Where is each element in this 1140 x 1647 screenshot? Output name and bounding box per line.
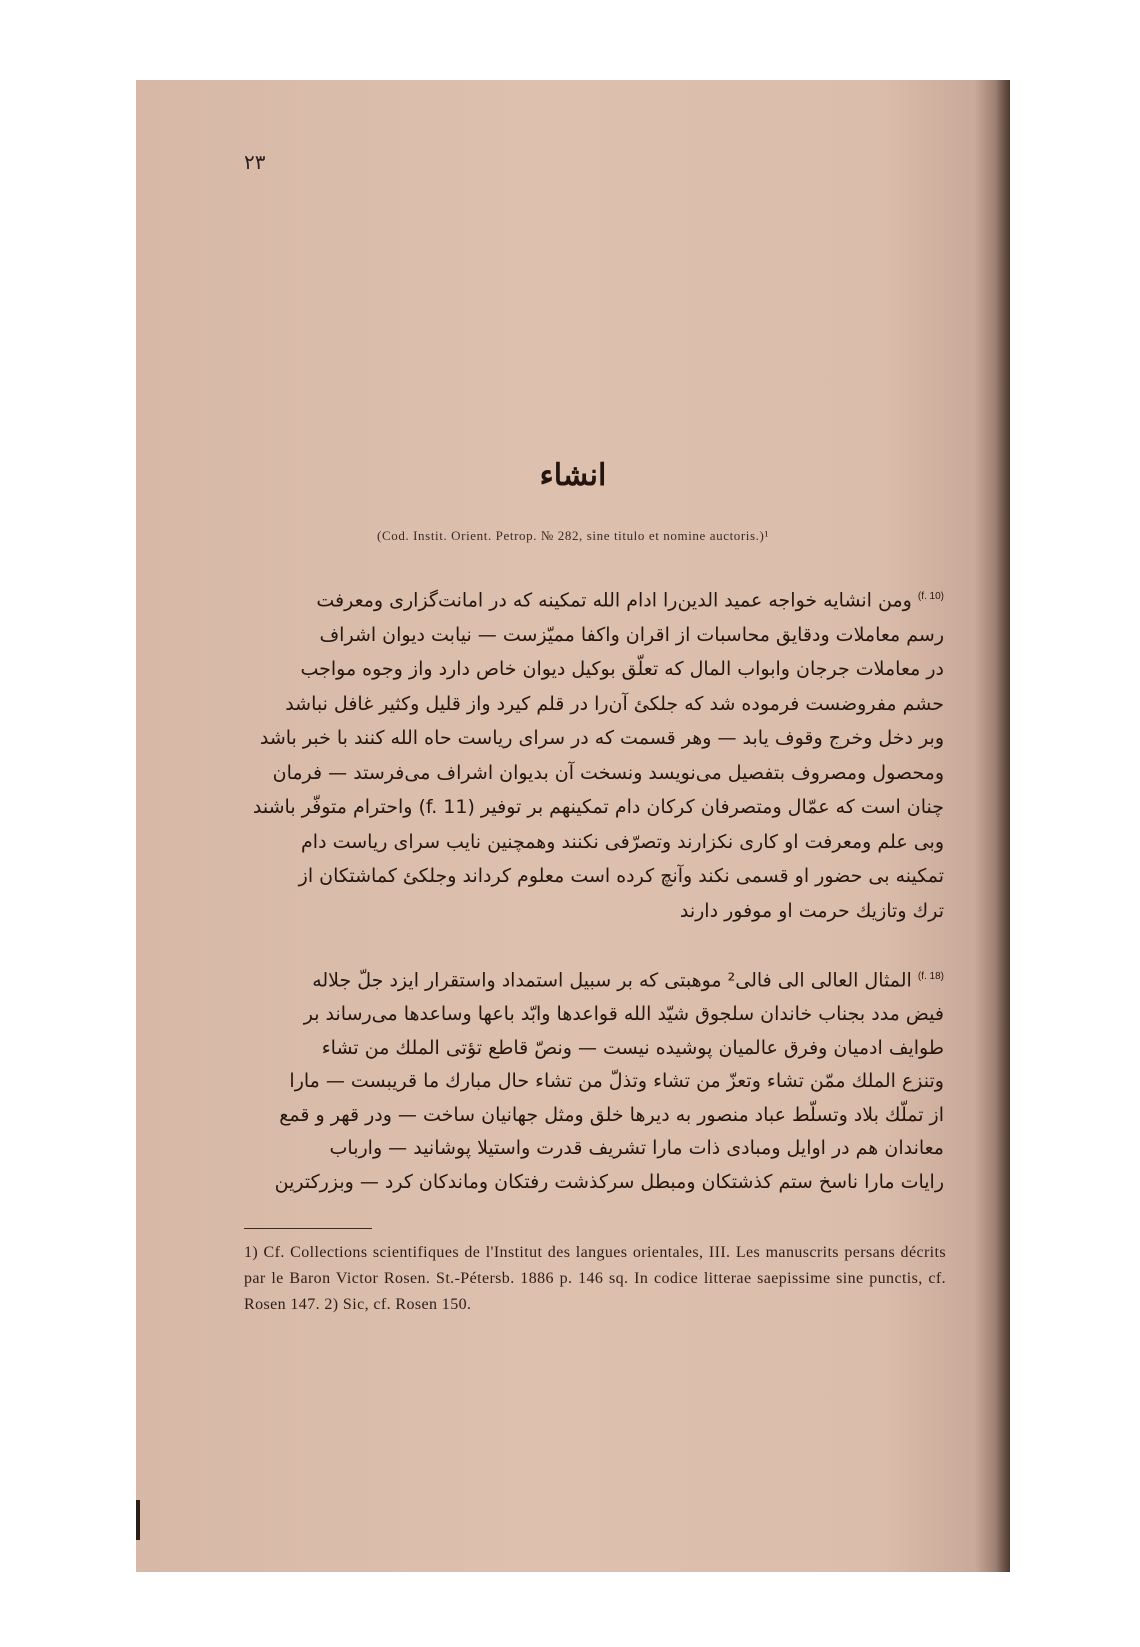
scanned-page <box>136 80 1010 1572</box>
paragraph-2 <box>244 960 944 1199</box>
text-line: فيض مدد بجناب خاندان سلجوق شيّد الله قواعدها وابّد باعها وساعدها می‌رساند بر <box>303 1002 944 1025</box>
text-line: ومحصول ومصروف بتفصيل می‌نويسد ونسخت آن بديوان اشراف می‌فرستد — فرمان <box>272 761 944 784</box>
text-line: رسم معاملات ودقايق محاسبات از اقران واكفا ممیّزست — نيابت ديوان اشراف <box>319 623 944 646</box>
text-line: $^{(f. 10)}$ ومن انشايه خواجه عميد الدين‌را ادام الله تمكينه كه در امانت‌گزاری ومعرفت <box>316 589 944 612</box>
text-line: وبر دخل وخرج وقوف يابد — وهر قسمت كه در سرای رياست حاه الله كنند با خبر باشد <box>259 727 944 750</box>
folio-marker: (f. 10) <box>917 591 944 602</box>
source-citation: (Cod. Instit. Orient. Petrop. № 282, sine titulo et nomine auctoris.)¹ <box>377 528 769 543</box>
folio-marker: (f. 18) <box>917 971 944 982</box>
page-title: انشاء <box>539 458 607 493</box>
footnote-divider <box>244 1228 372 1229</box>
text-line: از تملّك بلاد وتسلّط عباد منصور به ديرها خلق ومثل جهانيان ساخت — ودر قهر و قمع <box>279 1103 944 1126</box>
text-line: تمكينه بی حضور او قسمی نكند وآنچ كرده است معلوم كرداند وجلكئ كماشتكان از <box>298 865 944 888</box>
binding-edge-mark <box>136 1500 140 1540</box>
text-line: در معاملات جرجان وابواب المال كه تعلّق بوكيل ديوان خاص دارد واز وجوه مواجب <box>300 658 944 681</box>
text-line: رايات مارا ناسخ ستم كذشتكان ومبطل سركذشت رفتكان وماندكان كرد — وبزركترين <box>274 1170 944 1193</box>
text-line: حشم مفروضست فرموده شد كه جلكئ آن‌را در قلم كيرد واز قليل وكثير غافل نباشد <box>285 692 944 715</box>
text-line: چنان است كه عمّال ومتصرفان كركان دام تمكينهم بر توفير (f. 11) واحترام متوفّر باشند <box>252 796 944 819</box>
text-line: ترك وتازيك حرمت او موفور دارند <box>679 899 944 922</box>
text-line: $^{(f. 18)}$ المثال العالی الی فالی² موهبتی كه بر سبيل استمداد واستقرار ايزد جلّ جلاله <box>312 969 944 992</box>
text-line: معاندان هم در اوايل ومبادی ذات مارا تشريف قدرت واستيلا پوشانيد — وارباب <box>329 1137 944 1160</box>
footnote: 1) Cf. Collections scientifiques de l'Institut des langues orientales, III. Les manuscrits persans décrits par le Baron Victor Rosen. St.-Pétersb. 1886 p. 146 sq. In codice litterae saepissime sine punctis, cf. Rosen 147. 2) Sic, cf. Rosen 150. <box>244 1244 946 1313</box>
text-line: وتنزع الملك ممّن تشاء وتعزّ من تشاء وتذلّ من تشاء حال مبارك ما قريبست — مارا <box>289 1070 944 1093</box>
text-line: طوايف ادميان وفرق عالميان پوشيده نيست — ونصّ قاطع تؤتی الملك من تشاء <box>321 1036 944 1059</box>
page-number: ۲۳ <box>244 150 266 174</box>
text-line: وبی علم ومعرفت او كاری نكزارند وتصرّفی نكنند وهمچنين نايب سرای رياست دام <box>301 830 944 853</box>
paragraph-1 <box>244 580 944 928</box>
